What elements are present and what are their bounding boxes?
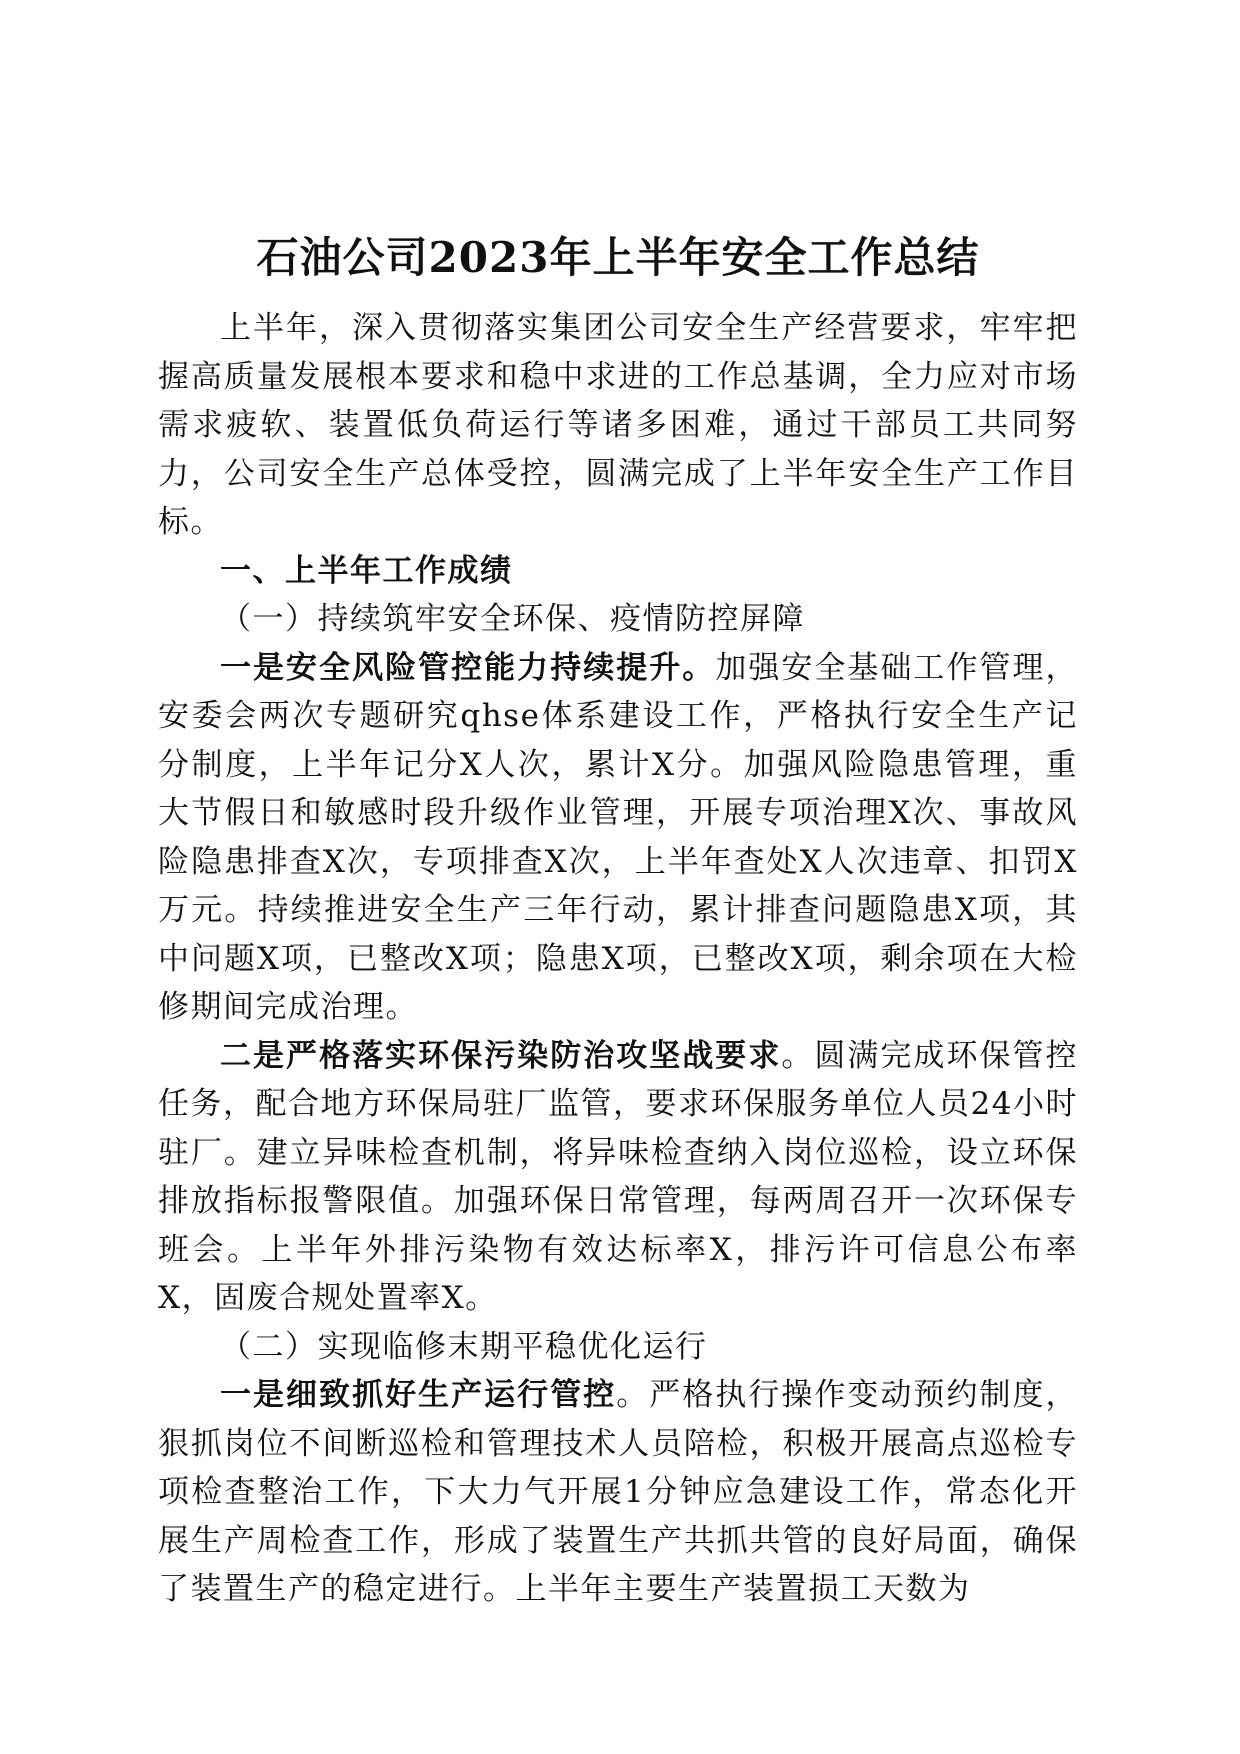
- section-heading-achievements: 一、上半年工作成绩: [220, 552, 513, 589]
- document-title: 石油公司2023年上半年安全工作总结: [256, 233, 980, 282]
- document-page: [158, 230, 1078, 1614]
- paragraph-body-production-control: 。严格执行操作变动预约制度，狠抓岗位不间断巡检和管理技术人员陪检，积极开展高点巡检专项检查整治工作，下大力气开展1分钟应急建设工作，常态化开展生产周检查工作，形成了装置生产共抓共管的良好局面，确保了装置生产的稳定进行。上半年主要生产装置损工天数为: [158, 1377, 1079, 1607]
- paragraph-body-environmental: 。圆满完成环保管控任务，配合地方环保局驻厂监管，要求环保服务单位人员24小时驻厂。建立异味检查机制，将异味检查纳入岗位巡检，设立环保排放指标报警限值。加强环保日常管理，每两周召开一次环保专班会。上半年外排污染物有效达标率X，排污许可信息公布率X，固废合规处置率X。: [158, 1037, 1079, 1316]
- paragraph-environmental: [158, 1032, 1078, 1323]
- paragraph-risk-control: [158, 644, 1078, 1032]
- subsection-heading-safety-barrier: （一）持续筑牢安全环保、疫情防控屏障: [220, 601, 805, 637]
- paragraph-lead-environmental: 二是严格落实环保污染防治攻坚战要求: [220, 1037, 782, 1074]
- paragraph-lead-risk-control: 一是安全风险管控能力持续提升。: [220, 649, 716, 686]
- intro-paragraph: 上半年，深入贯彻落实集团公司安全生产经营要求，牢牢把握高质量发展根本要求和稳中求进的工作总基调，全力应对市场需求疲软、装置低负荷运行等诸多困难，通过干部员工共同努力，公司安全生产总体受控，圆满完成了上半年安全生产工作目标。: [158, 310, 1078, 540]
- subsection-heading-stable-operation: （二）实现临修末期平稳优化运行: [220, 1328, 708, 1365]
- paragraph-production-control: [158, 1371, 1078, 1614]
- paragraph-lead-production-control: 一是细致抓好生产运行管控: [220, 1377, 617, 1413]
- paragraph-body-risk-control: 加强安全基础工作管理，安委会两次专题研究qhse体系建设工作，严格执行安全生产记分制度，上半年记分X人次，累计X分。加强风险隐患管理，重大节假日和敏感时段升级作业管理，开展专项治理X次、事故风险隐患排查X次，专项排查X次，上半年查处X人次违章、扣罚X万元。持续推进安全生产三年行动，累计排查问题隐患X项，其中问题X项，已整改X项；隐患X项，已整改X项，剩余项在大检修期间完成治理。: [158, 649, 1079, 1025]
